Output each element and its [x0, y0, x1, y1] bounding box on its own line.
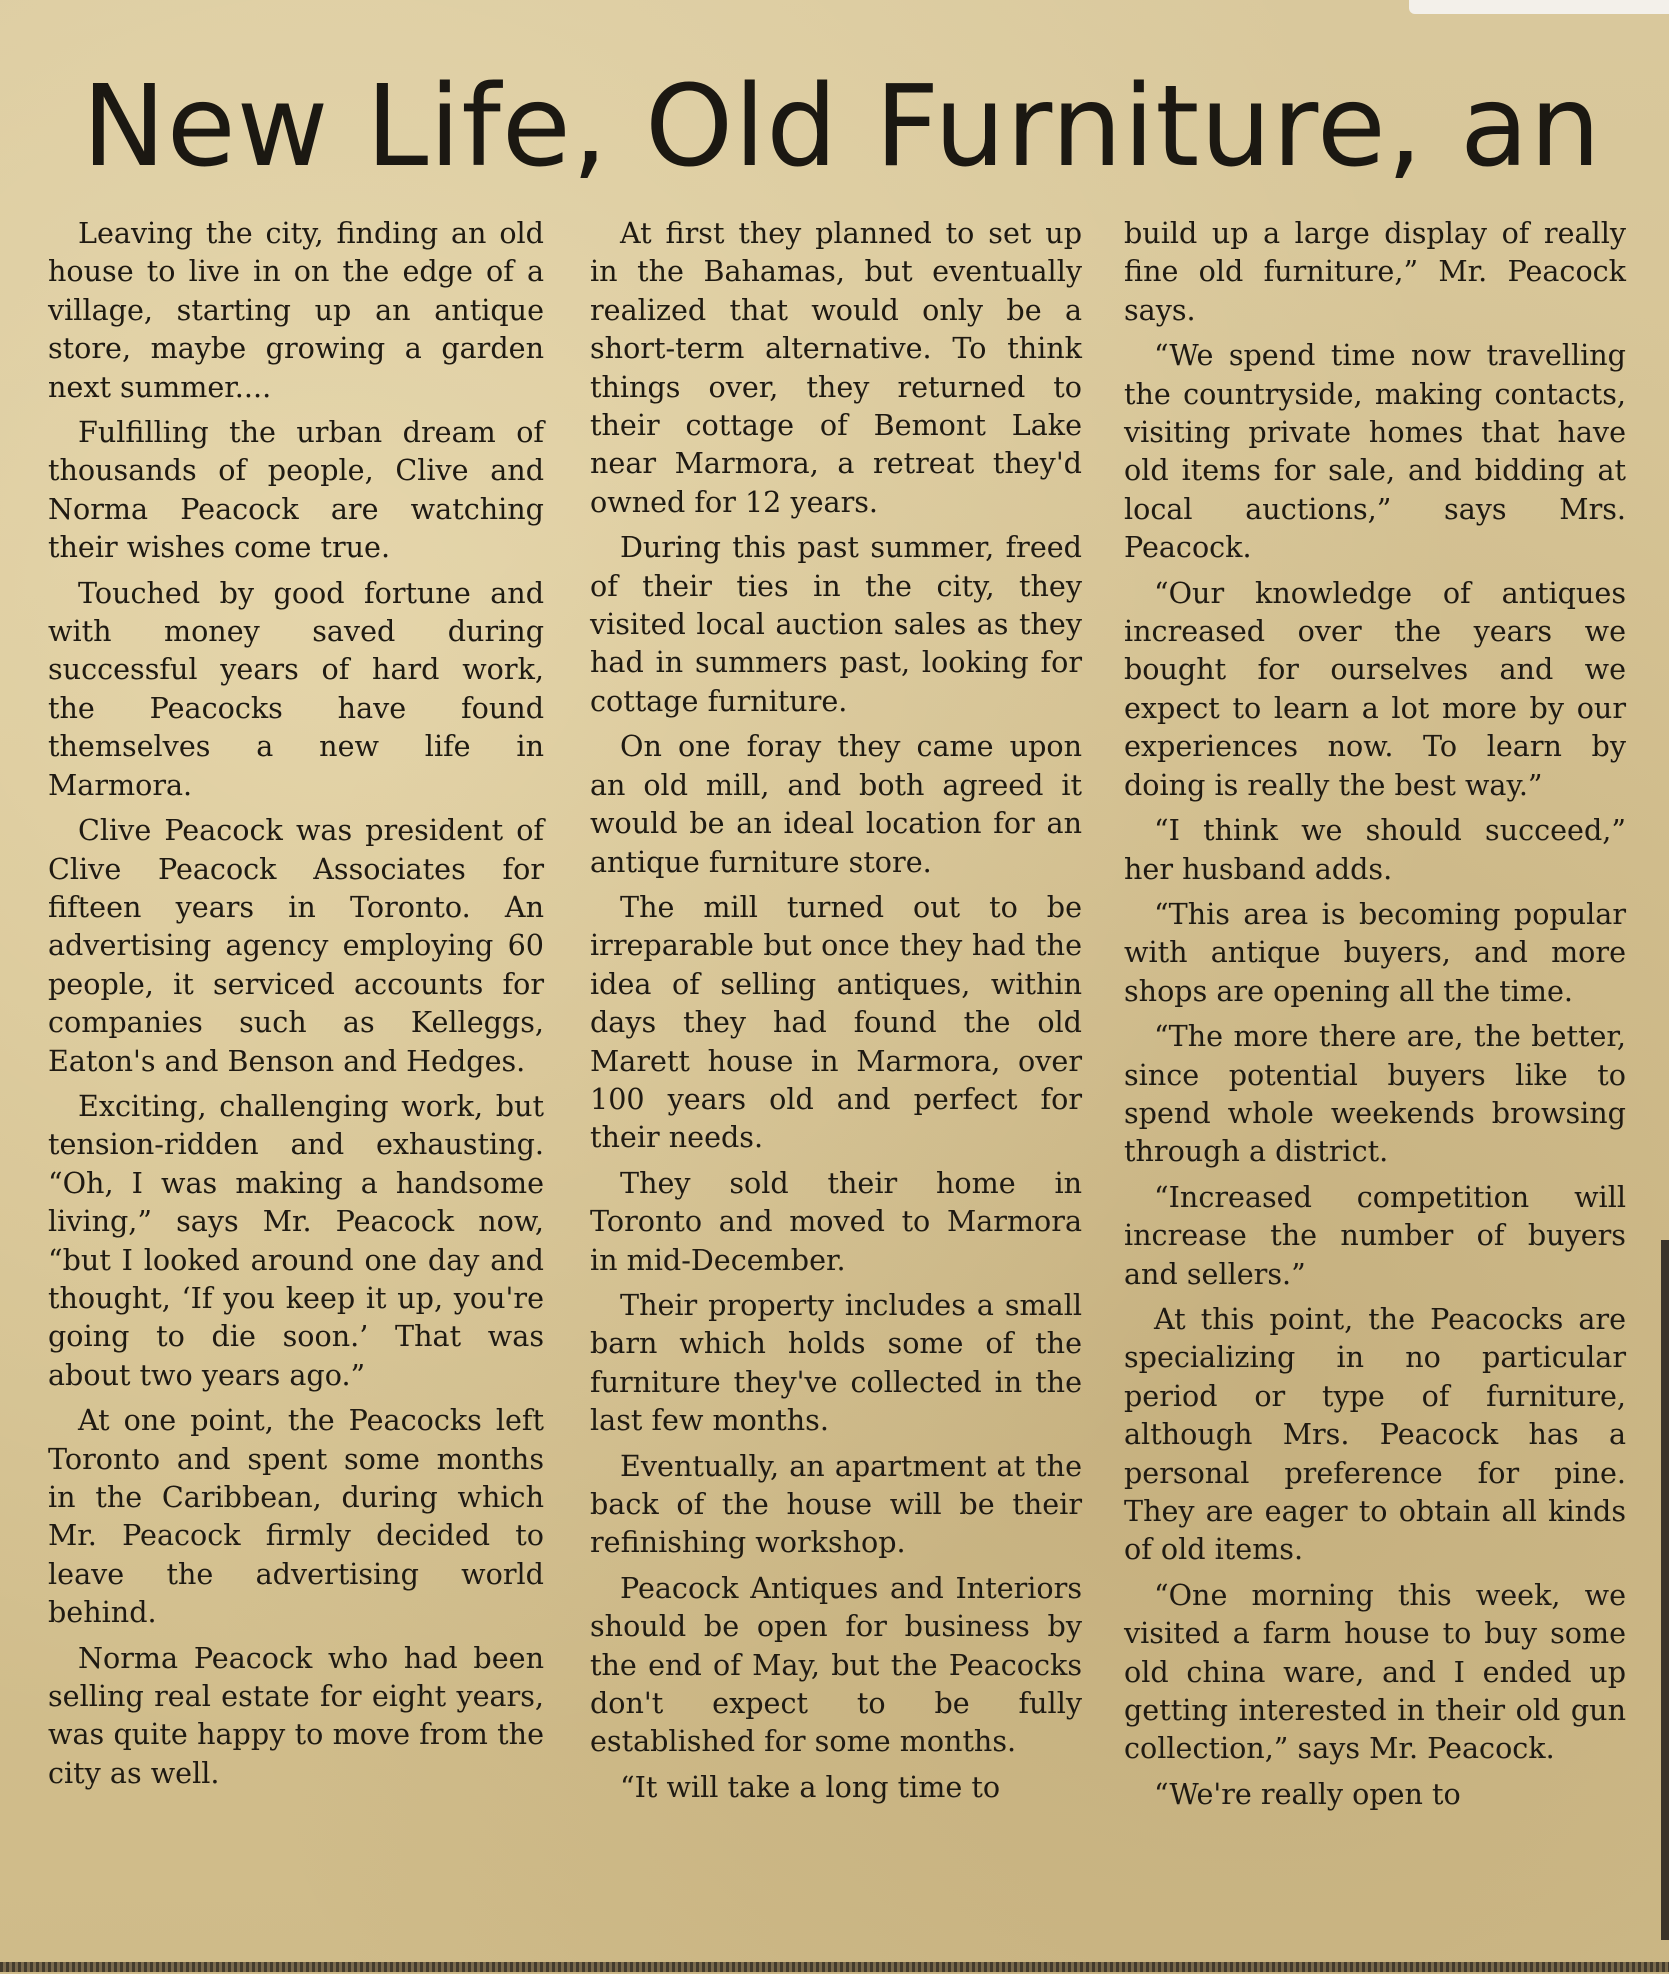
paragraph: “Increased competition will increase the number of buyers and sellers.”: [1124, 1179, 1626, 1291]
paragraph: “I think we should succeed,” her husband adds.: [1124, 813, 1626, 886]
paragraph: The mill turned out to be irreparable but once they had the idea of selling antiques, within days they had found the old Marett house in Marmora, over 100 years old and perfect for their needs.: [590, 889, 1082, 1155]
paragraph: Clive Peacock was president of Clive Peacock Associates for fifteen years in Toronto. An advertising agency employing 60 people, it serviced accounts for companies such as Kelleggs, Eaton's and Benson and Hedges.: [48, 813, 544, 1078]
paragraph: At one point, the Peacocks left Toronto and spent some months in the Caribbean, during which Mr. Peacock firmly decided to leave the advertising world behind.: [48, 1403, 544, 1630]
paragraph: “One morning this week, we visited a farm house to buy some old china ware, and I ended up getting interested in their old gun collection,” says Mr. Peacock.: [1124, 1577, 1626, 1766]
article-column-1: [48, 214, 544, 1799]
paragraph: At first they planned to set up in the Bahamas, but eventually realized that would only be a short-term alternative. To think things over, they returned to their cottage of Bemont Lake near Marmora, a retreat they'd owned for 12 years.: [590, 216, 1082, 519]
paragraph: During this past summer, freed of their ties in the city, they visited local auction sales as they had in summers past, looking for cottage furniture.: [590, 530, 1082, 718]
paragraph: Leaving the city, finding an old house to live in on the edge of a village, starting up an antique store, maybe growing a garden next summer....: [48, 216, 544, 404]
paragraph: Fulfilling the urban dream of thousands of people, Clive and Norma Peacock are watching their wishes come true.: [48, 415, 544, 565]
paragraph-continuation: build up a large display of really fine old furniture,” Mr. Peacock says.: [1124, 216, 1626, 327]
paragraph: Their property includes a small barn which holds some of the furniture they've collected in the last few months.: [590, 1287, 1082, 1438]
paragraph: They sold their home in Toronto and moved to Marmora in mid-December.: [590, 1165, 1082, 1277]
paragraph: “Our knowledge of antiques increased over the years we bought for ourselves and we expect to learn a lot more by our experiences now. To learn by doing is really the best way.”: [1124, 575, 1626, 802]
article-column-2: [590, 214, 1082, 1813]
paragraph: Peacock Antiques and Interiors should be open for business by the end of May, but the Peacocks don't expect to be fully established for some months.: [590, 1570, 1082, 1759]
paragraph: “This area is becoming popular with antique buyers, and more shops are opening all the time.: [1124, 896, 1626, 1008]
paragraph: “We spend time now travelling the countryside, making contacts, visiting private homes that have old items for sale, and bidding at local auctions,” says Mrs. Peacock.: [1124, 338, 1626, 565]
scan-edge-shadow: [1661, 1240, 1669, 1940]
paragraph: “We're really open to: [1154, 1776, 1461, 1811]
paragraph: Touched by good fortune and with money saved during successful years of hard work, the Peacocks have found themselves a new life in Marmora.: [48, 575, 544, 802]
headline: New Life, Old Furniture, an: [82, 62, 1602, 192]
paragraph: Exciting, challenging work, but tension-ridden and exhausting. “Oh, I was making a handsome living,” says Mr. Peacock now, “but I looked around one day and thought, ‘If you keep it up, you're going to die soon.’ That was about two years ago.”: [48, 1088, 544, 1392]
paragraph: On one foray they came upon an old mill, and both agreed it would be an ideal location for an antique furniture store.: [590, 729, 1082, 879]
article-column-3: [1124, 214, 1626, 1820]
paragraph: Eventually, an apartment at the back of the house will be their refinishing workshop.: [590, 1448, 1082, 1560]
paragraph: “The more there are, the better, since potential buyers like to spend whole weekends browsing through a district.: [1124, 1019, 1626, 1169]
paragraph: “It will take a long time to: [620, 1769, 1001, 1804]
paper-corner-tab: [1409, 0, 1669, 14]
paragraph: Norma Peacock who had been selling real estate for eight years, was quite happy to move from the city as well.: [48, 1640, 544, 1790]
bottom-rule: [0, 1962, 1669, 1972]
paragraph: At this point, the Peacocks are specializing in no particular period or type of furniture, although Mrs. Peacock has a personal preference for pine. They are eager to obtain all kinds of old items.: [1124, 1301, 1626, 1567]
